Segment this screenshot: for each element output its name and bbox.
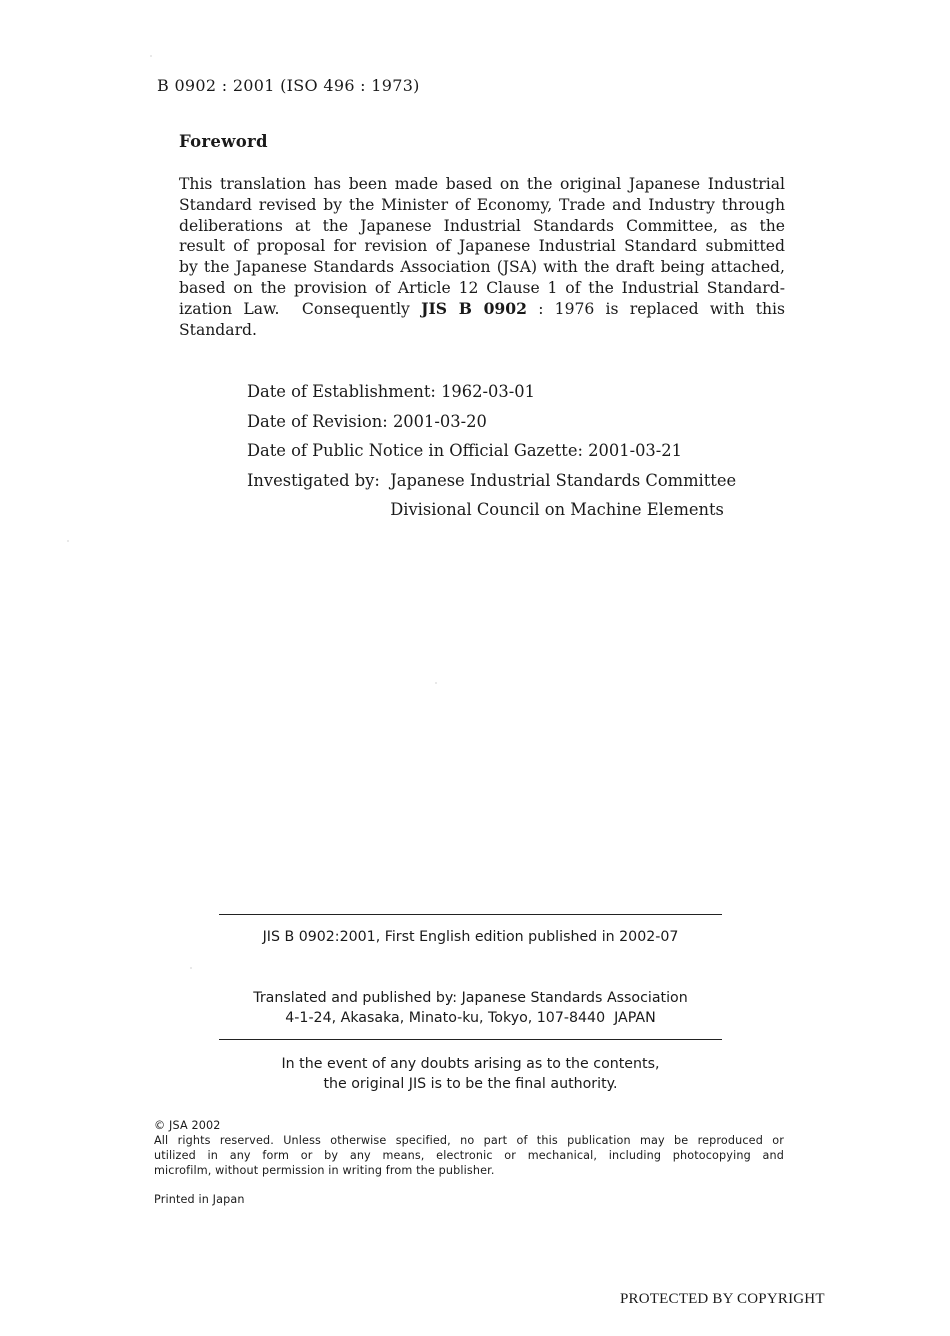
authority-line: In the event of any doubts arising as to the contents, bbox=[281, 1056, 660, 1072]
copyright-block bbox=[154, 1118, 784, 1178]
foreword-paragraph bbox=[179, 174, 785, 340]
revision-label: Date of Revision: bbox=[247, 411, 393, 431]
scan-speck bbox=[435, 682, 437, 684]
dates-block bbox=[247, 377, 736, 525]
scan-speck bbox=[190, 967, 192, 969]
foreword-line: by the Japanese Standards Association (JSA) with the draft being attached, bbox=[179, 258, 785, 277]
foreword-heading: Foreword bbox=[179, 132, 268, 151]
investigated-committee: Japanese Industrial Standards Committee bbox=[390, 470, 737, 490]
divider-top bbox=[219, 914, 722, 915]
authority-line: the original JIS is to be the final authority. bbox=[323, 1076, 618, 1092]
rights-line: utilized in any form or by any means, electronic or mechanical, including photocopying and bbox=[154, 1149, 784, 1162]
foreword-line: This translation has been made based on the original Japanese Industrial bbox=[179, 175, 785, 193]
scan-speck bbox=[67, 540, 69, 542]
establishment-label: Date of Establishment: bbox=[247, 382, 442, 401]
foreword-text: : 1976 is replaced with this bbox=[526, 299, 786, 318]
rights-line: All rights reserved. Unless otherwise specified, no part of this publication may be reproduced or bbox=[154, 1134, 784, 1147]
foreword-line: Standard. bbox=[179, 320, 257, 339]
replaced-standard: JIS B 0902 bbox=[421, 298, 527, 318]
investigated-values bbox=[390, 466, 736, 525]
gazette-label: Date of Public Notice in Official Gazette: bbox=[247, 441, 589, 460]
publisher-address: 4-1-24, Akasaka, Minato-ku, Tokyo, 107-8440 JAPAN bbox=[285, 1010, 656, 1026]
foreword-line: result of proposal for revision of Japanese Industrial Standard submitted bbox=[179, 237, 785, 256]
scan-speck bbox=[150, 55, 152, 57]
publisher-name: Translated and published by: Japanese Standards Association bbox=[253, 990, 688, 1006]
foreword-line: deliberations at the Japanese Industrial Standards Committee, as the bbox=[179, 216, 785, 235]
rights-line: microfilm, without permission in writing from the publisher. bbox=[154, 1164, 495, 1177]
protected-by-copyright: PROTECTED BY COPYRIGHT bbox=[620, 1291, 825, 1307]
foreword-text: ization Law. Consequently bbox=[179, 299, 422, 318]
revision-row bbox=[247, 407, 736, 437]
revision-date: 2001-03-20 bbox=[392, 411, 487, 431]
foreword-line bbox=[179, 299, 785, 320]
investigated-row bbox=[247, 466, 736, 525]
gazette-row bbox=[247, 436, 736, 466]
copyright-notice: © JSA 2002 bbox=[154, 1119, 221, 1132]
printed-in: Printed in Japan bbox=[154, 1193, 245, 1206]
gazette-date: 2001-03-21 bbox=[588, 441, 683, 460]
edition-info: JIS B 0902:2001, First English edition published in 2002-07 bbox=[262, 929, 679, 945]
investigated-label: Investigated by: bbox=[247, 470, 391, 490]
investigated-council: Divisional Council on Machine Elements bbox=[390, 500, 724, 519]
foreword-line: Standard revised by the Minister of Economy, Trade and Industry through bbox=[179, 195, 785, 214]
authority-note bbox=[219, 1054, 722, 1094]
divider-bottom bbox=[219, 1039, 722, 1040]
standard-identifier: B 0902 : 2001 (ISO 496 : 1973) bbox=[157, 76, 420, 95]
establishment-date: 1962-03-01 bbox=[441, 382, 535, 401]
publisher-info bbox=[219, 988, 722, 1028]
foreword-line: based on the provision of Article 12 Clause 1 of the Industrial Standard- bbox=[179, 278, 785, 297]
establishment-row bbox=[247, 377, 736, 407]
